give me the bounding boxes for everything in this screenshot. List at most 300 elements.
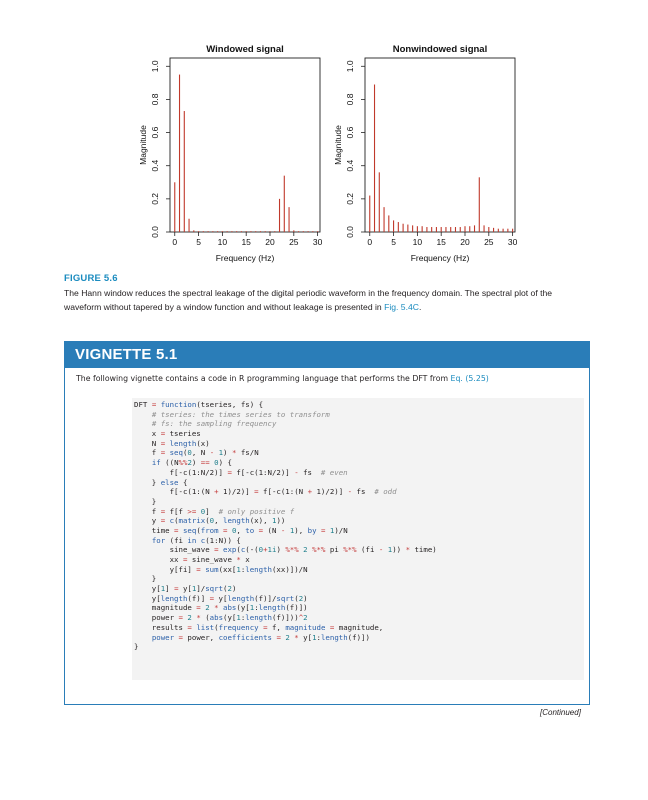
code-token xyxy=(134,419,152,428)
code-token: ) xyxy=(223,448,232,458)
bar xyxy=(241,231,242,232)
bar xyxy=(493,228,494,232)
code-token: 1)/2)] xyxy=(312,487,348,497)
code-line xyxy=(134,555,584,565)
code-token: y[ xyxy=(178,584,192,594)
code-token: 0 xyxy=(258,545,264,555)
caption-text xyxy=(64,286,586,314)
code-token: } xyxy=(134,642,139,652)
code-token: in xyxy=(187,535,197,545)
figure-5-6 xyxy=(0,0,648,272)
code-line xyxy=(134,633,584,643)
vignette-intro-text: The following vignette contains a code in R programming language that performs the DFT from xyxy=(76,374,451,383)
code-token: results xyxy=(134,622,188,632)
bar xyxy=(484,225,485,232)
code-token: , N xyxy=(191,448,210,458)
bar xyxy=(441,227,442,232)
code-token: (N xyxy=(263,525,281,535)
code-token: exp xyxy=(223,545,237,555)
code-line xyxy=(134,410,584,420)
code-token: 1i xyxy=(267,545,277,555)
bar xyxy=(198,231,199,232)
bar xyxy=(222,231,223,232)
code-token: * xyxy=(405,545,411,555)
code-token xyxy=(134,458,152,467)
code-token: (y[ xyxy=(236,603,250,613)
bar xyxy=(412,225,413,232)
code-token: y[ xyxy=(134,593,161,603)
code-token: 1 xyxy=(218,448,224,458)
code-token: ^ xyxy=(298,613,304,623)
bar xyxy=(379,172,380,232)
x-tick-label: 25 xyxy=(484,237,494,247)
code-token: %*% xyxy=(285,545,299,555)
code-token: ]/ xyxy=(196,584,206,594)
y-tick-label: 0.6 xyxy=(345,126,355,139)
code-token: to xyxy=(245,525,255,535)
code-line xyxy=(134,613,584,623)
code-token: (y[ xyxy=(223,613,237,623)
x-tick-label: 5 xyxy=(391,237,396,247)
code-token: xx xyxy=(134,555,183,564)
bar xyxy=(208,231,209,232)
code-token: 1 xyxy=(249,603,255,613)
code-token: = xyxy=(174,584,179,594)
bar xyxy=(407,225,408,232)
bar xyxy=(231,231,232,232)
code-token: >= xyxy=(187,506,197,516)
bar xyxy=(279,199,280,232)
code-token: # even xyxy=(320,467,348,477)
code-token: 1 xyxy=(329,525,335,535)
bar xyxy=(431,227,432,232)
y-axis-label: Magnitude xyxy=(138,125,148,165)
code-token: %% xyxy=(178,458,188,468)
code-token: ( xyxy=(236,545,241,555)
code-line xyxy=(134,487,584,497)
code-token: x xyxy=(134,429,161,439)
code-token: sqrt xyxy=(276,593,295,603)
code-token: tseries xyxy=(165,429,201,439)
bar xyxy=(445,227,446,232)
bar xyxy=(189,219,190,232)
code-token: 2 xyxy=(285,632,290,642)
code-token: 1 xyxy=(191,584,197,594)
code-line xyxy=(134,507,584,517)
code-token: ( xyxy=(214,622,219,632)
bar xyxy=(312,231,313,232)
bar xyxy=(488,227,489,232)
bar xyxy=(503,229,504,232)
code-token: 1 xyxy=(236,613,241,623)
code-token: time) xyxy=(410,545,437,555)
code-token: 0 xyxy=(231,525,237,535)
x-tick-label: 0 xyxy=(172,237,178,247)
x-tick-label: 30 xyxy=(312,237,323,247)
bar xyxy=(474,225,475,232)
x-tick-label: 30 xyxy=(507,237,518,247)
code-line xyxy=(134,642,584,652)
code-token: ) { xyxy=(218,458,232,468)
code-token: 2 xyxy=(227,584,232,594)
bar xyxy=(284,176,285,232)
code-token: length xyxy=(169,438,197,448)
code-token: ] xyxy=(205,506,219,516)
code-token: - xyxy=(378,545,384,555)
code-token: )) xyxy=(392,545,406,555)
code-token: f[-c(1:(N xyxy=(134,487,215,497)
code-token: 2 xyxy=(303,613,308,623)
code-line xyxy=(134,400,584,410)
code-token: magnitude xyxy=(285,622,326,632)
bar xyxy=(426,227,427,232)
code-token: * xyxy=(294,632,299,642)
code-token: # odd xyxy=(374,487,397,497)
code-token: # tseries: the times series to transform xyxy=(151,409,330,419)
figure-caption xyxy=(64,272,586,314)
code-token: = xyxy=(187,622,192,632)
code-token: 1 xyxy=(160,584,166,594)
y-tick-label: 0.4 xyxy=(150,159,160,172)
code-token: (x), xyxy=(249,516,272,526)
code-token: fs/N xyxy=(236,448,259,458)
code-token: ), xyxy=(294,525,308,535)
code-token: = xyxy=(151,400,157,409)
y-tick-label: 1.0 xyxy=(150,60,160,73)
code-token: , xyxy=(214,516,224,526)
code-token: } xyxy=(134,574,157,584)
code-line xyxy=(134,516,584,526)
y-tick-label: 0.0 xyxy=(150,226,160,238)
code-token: power xyxy=(134,613,179,623)
code-token: 0 xyxy=(214,458,219,468)
continued-note: [Continued] xyxy=(540,708,581,717)
code-token: * xyxy=(236,555,241,564)
code-token: (tseries, fs) { xyxy=(196,400,264,409)
code-token: %*% xyxy=(312,545,326,555)
code-token: seq xyxy=(169,448,183,458)
code-token: ( xyxy=(196,525,201,535)
code-line xyxy=(134,439,584,449)
code-token: 2 xyxy=(187,458,192,468)
bar xyxy=(479,177,480,232)
code-token: # fs: the sampling frequency xyxy=(151,419,277,429)
code-listing xyxy=(132,398,584,680)
code-token: = xyxy=(276,632,281,642)
code-token: power xyxy=(151,632,175,642)
code-token: sum xyxy=(205,564,219,574)
code-token: (-( xyxy=(245,545,259,555)
code-token: (fi xyxy=(165,535,188,545)
x-tick-label: 10 xyxy=(412,237,423,247)
code-token: = xyxy=(209,593,215,603)
code-token: 1 xyxy=(236,564,241,574)
x-tick-label: 5 xyxy=(196,237,201,247)
code-token: = xyxy=(196,603,201,613)
caption-figure-ref[interactable]: Fig. 5.4C xyxy=(384,302,419,312)
bar xyxy=(212,231,213,232)
code-token: sine_wave xyxy=(187,555,237,564)
code-token: + xyxy=(214,487,219,497)
code-token: = xyxy=(160,429,166,439)
code-token: ( xyxy=(200,613,210,623)
bar xyxy=(174,182,175,232)
code-token: c xyxy=(169,516,175,526)
code-token: function xyxy=(160,400,197,409)
code-token: f[-c(1:(N xyxy=(258,487,308,497)
vignette-title: VIGNETTE 5.1 xyxy=(65,342,589,368)
bar xyxy=(250,231,251,232)
code-token: length xyxy=(160,593,188,603)
bar xyxy=(455,227,456,232)
bar xyxy=(393,220,394,232)
bar xyxy=(260,231,261,232)
code-token: 1 xyxy=(387,545,393,555)
code-token: = xyxy=(321,525,326,535)
caption-main: The Hann window reduces the spectral leakage of the digital periodic waveform in the frequency domain. The spectral plot of the waveform without tapered by a window function and without leakage is presented in xyxy=(64,288,553,312)
code-token: (1:N)) { xyxy=(205,535,241,545)
code-token: ( xyxy=(223,584,228,594)
x-tick-label: 15 xyxy=(436,237,446,247)
vignette-equation-ref[interactable]: Eq. (5.25) xyxy=(450,374,489,383)
bar xyxy=(422,226,423,232)
code-token: = xyxy=(178,632,183,642)
y-tick-label: 0.0 xyxy=(345,226,355,238)
code-token: c xyxy=(240,545,246,555)
code-token: = xyxy=(160,438,166,448)
code-token: fs xyxy=(298,467,321,477)
code-token: { xyxy=(178,477,188,487)
code-token: c xyxy=(200,535,206,545)
code-token: pi xyxy=(325,545,344,555)
code-token: : xyxy=(254,603,259,613)
code-token: ( xyxy=(174,516,179,526)
x-tick-label: 15 xyxy=(241,237,251,247)
code-token xyxy=(134,410,152,419)
code-token: } xyxy=(134,496,157,506)
code-token: 0 xyxy=(209,516,215,526)
y-tick-label: 0.6 xyxy=(150,126,160,139)
code-token: abs xyxy=(209,613,224,623)
code-line xyxy=(134,458,584,468)
code-token: = xyxy=(223,525,228,535)
code-token: f xyxy=(134,506,161,516)
code-token: + xyxy=(263,545,268,555)
y-tick-label: 1.0 xyxy=(345,60,355,73)
code-token: ) xyxy=(191,458,201,468)
code-token: : xyxy=(240,613,246,623)
plot-frame xyxy=(365,58,515,232)
code-token: + xyxy=(307,487,313,497)
plot-frame xyxy=(170,58,320,232)
code-token: y[ xyxy=(134,584,161,594)
bar xyxy=(384,207,385,232)
code-token: = xyxy=(263,622,268,632)
bar xyxy=(184,111,185,232)
x-tick-label: 10 xyxy=(217,237,228,247)
bar xyxy=(460,227,461,232)
bar xyxy=(236,231,237,232)
bar xyxy=(398,222,399,232)
code-token: = xyxy=(227,467,232,477)
bar xyxy=(317,231,318,232)
code-token: - xyxy=(294,467,299,477)
bar xyxy=(298,231,299,232)
x-tick-label: 0 xyxy=(367,237,373,247)
code-token: ] xyxy=(165,584,175,594)
code-token: 1)/2)] xyxy=(218,487,255,497)
code-token: abs xyxy=(223,603,237,613)
bar xyxy=(217,231,218,232)
bar xyxy=(369,196,370,232)
bar xyxy=(193,230,194,232)
code-token: frequency xyxy=(218,622,259,632)
code-line xyxy=(134,584,584,594)
code-token: 0 xyxy=(200,506,206,516)
code-token: 2 xyxy=(187,613,192,623)
code-token: %*% xyxy=(343,545,357,555)
code-line xyxy=(134,526,584,536)
code-token: = xyxy=(254,487,259,497)
x-tick-label: 25 xyxy=(289,237,299,247)
code-token: ((N xyxy=(160,458,179,468)
code-line xyxy=(134,545,584,555)
code-token: = xyxy=(196,564,201,574)
code-token: f, xyxy=(267,622,286,632)
code-token: sine_wave xyxy=(134,545,215,555)
code-token: - xyxy=(209,448,215,458)
bar xyxy=(255,231,256,232)
code-token: (x) xyxy=(196,438,210,448)
code-line xyxy=(134,623,584,633)
code-token: length xyxy=(258,603,286,613)
bar xyxy=(293,230,294,232)
code-token xyxy=(134,536,152,545)
bar xyxy=(374,85,375,232)
code-line xyxy=(134,574,584,584)
code-token: * xyxy=(231,448,237,458)
code-token: # only positive f xyxy=(218,506,295,516)
code-token: from xyxy=(200,525,219,535)
code-token: ( xyxy=(205,516,210,526)
vignette-box xyxy=(64,341,590,705)
code-token: = xyxy=(258,525,264,535)
bar xyxy=(507,229,508,232)
code-token: } xyxy=(134,477,161,487)
bar xyxy=(179,75,180,232)
code-token: magnitude, xyxy=(334,622,384,632)
code-token: length xyxy=(245,613,272,623)
x-tick-label: 20 xyxy=(460,237,470,247)
code-token xyxy=(134,633,152,642)
code-token: ( xyxy=(294,593,299,603)
code-line xyxy=(134,594,584,604)
code-token: 1 xyxy=(312,632,317,642)
bar xyxy=(417,226,418,232)
code-line xyxy=(134,603,584,613)
code-line xyxy=(134,429,584,439)
code-token: (f)])) xyxy=(272,613,299,623)
y-tick-label: 0.8 xyxy=(150,93,160,106)
code-token: f xyxy=(134,448,161,458)
code-token: by xyxy=(307,525,317,535)
code-token: matrix xyxy=(178,516,206,526)
code-token: : xyxy=(240,564,246,574)
code-token: 0 xyxy=(187,448,192,458)
code-token: fs xyxy=(352,487,375,497)
y-tick-label: 0.8 xyxy=(345,93,355,106)
code-token: f[-c(1:N/2)] xyxy=(231,467,295,477)
bar xyxy=(246,231,247,232)
code-token: ( xyxy=(182,448,188,458)
code-token: )) xyxy=(276,516,286,526)
bar xyxy=(450,227,451,232)
bar xyxy=(269,231,270,232)
code-token: sqrt xyxy=(205,584,224,594)
code-line xyxy=(134,448,584,458)
bar xyxy=(498,229,499,232)
code-token: ) xyxy=(231,584,237,594)
y-tick-label: 0.2 xyxy=(150,192,160,205)
code-token: - xyxy=(347,487,353,497)
code-token: y xyxy=(134,516,161,526)
code-token: power, xyxy=(182,632,219,642)
code-token: , xyxy=(236,525,246,535)
code-token: list xyxy=(196,622,215,632)
chart-title: Windowed signal xyxy=(206,44,284,55)
y-axis-label: Magnitude xyxy=(333,125,343,165)
code-token: == xyxy=(200,458,210,468)
code-token: - xyxy=(280,525,286,535)
code-token: f[-c(1:N/2)] xyxy=(134,467,228,477)
code-token: = xyxy=(329,622,335,632)
bar xyxy=(289,207,290,232)
code-token: if xyxy=(151,458,161,468)
code-token: y[ xyxy=(298,632,313,642)
bar xyxy=(388,215,389,232)
bar xyxy=(464,226,465,232)
code-token: length xyxy=(223,516,250,526)
code-token: N xyxy=(134,438,161,448)
bar xyxy=(203,231,204,232)
code-token: else xyxy=(160,477,179,487)
code-token: f[f xyxy=(165,506,188,516)
code-token: : xyxy=(316,632,321,642)
bar xyxy=(227,231,228,232)
vignette-intro xyxy=(76,374,589,383)
x-axis-label: Frequency (Hz) xyxy=(215,253,275,263)
code-token: 2 xyxy=(298,593,304,603)
code-token: )/N xyxy=(334,525,348,535)
code-token: = xyxy=(160,448,166,458)
code-token: = xyxy=(174,525,179,535)
code-token: coefficients xyxy=(218,632,272,642)
code-token: 2 xyxy=(303,545,308,555)
bar xyxy=(274,231,275,232)
code-token: 2 xyxy=(205,603,210,613)
code-token: = xyxy=(214,545,219,555)
code-line xyxy=(134,478,584,488)
code-line xyxy=(134,468,584,478)
code-token: (fi xyxy=(356,545,379,555)
y-tick-label: 0.4 xyxy=(345,159,355,172)
code-token: ) xyxy=(303,593,308,603)
bar xyxy=(308,231,309,232)
chart-title: Nonwindowed signal xyxy=(392,44,488,55)
code-line xyxy=(134,419,584,429)
code-token: = xyxy=(160,516,166,526)
code-token: (xx)])/N xyxy=(271,564,308,574)
